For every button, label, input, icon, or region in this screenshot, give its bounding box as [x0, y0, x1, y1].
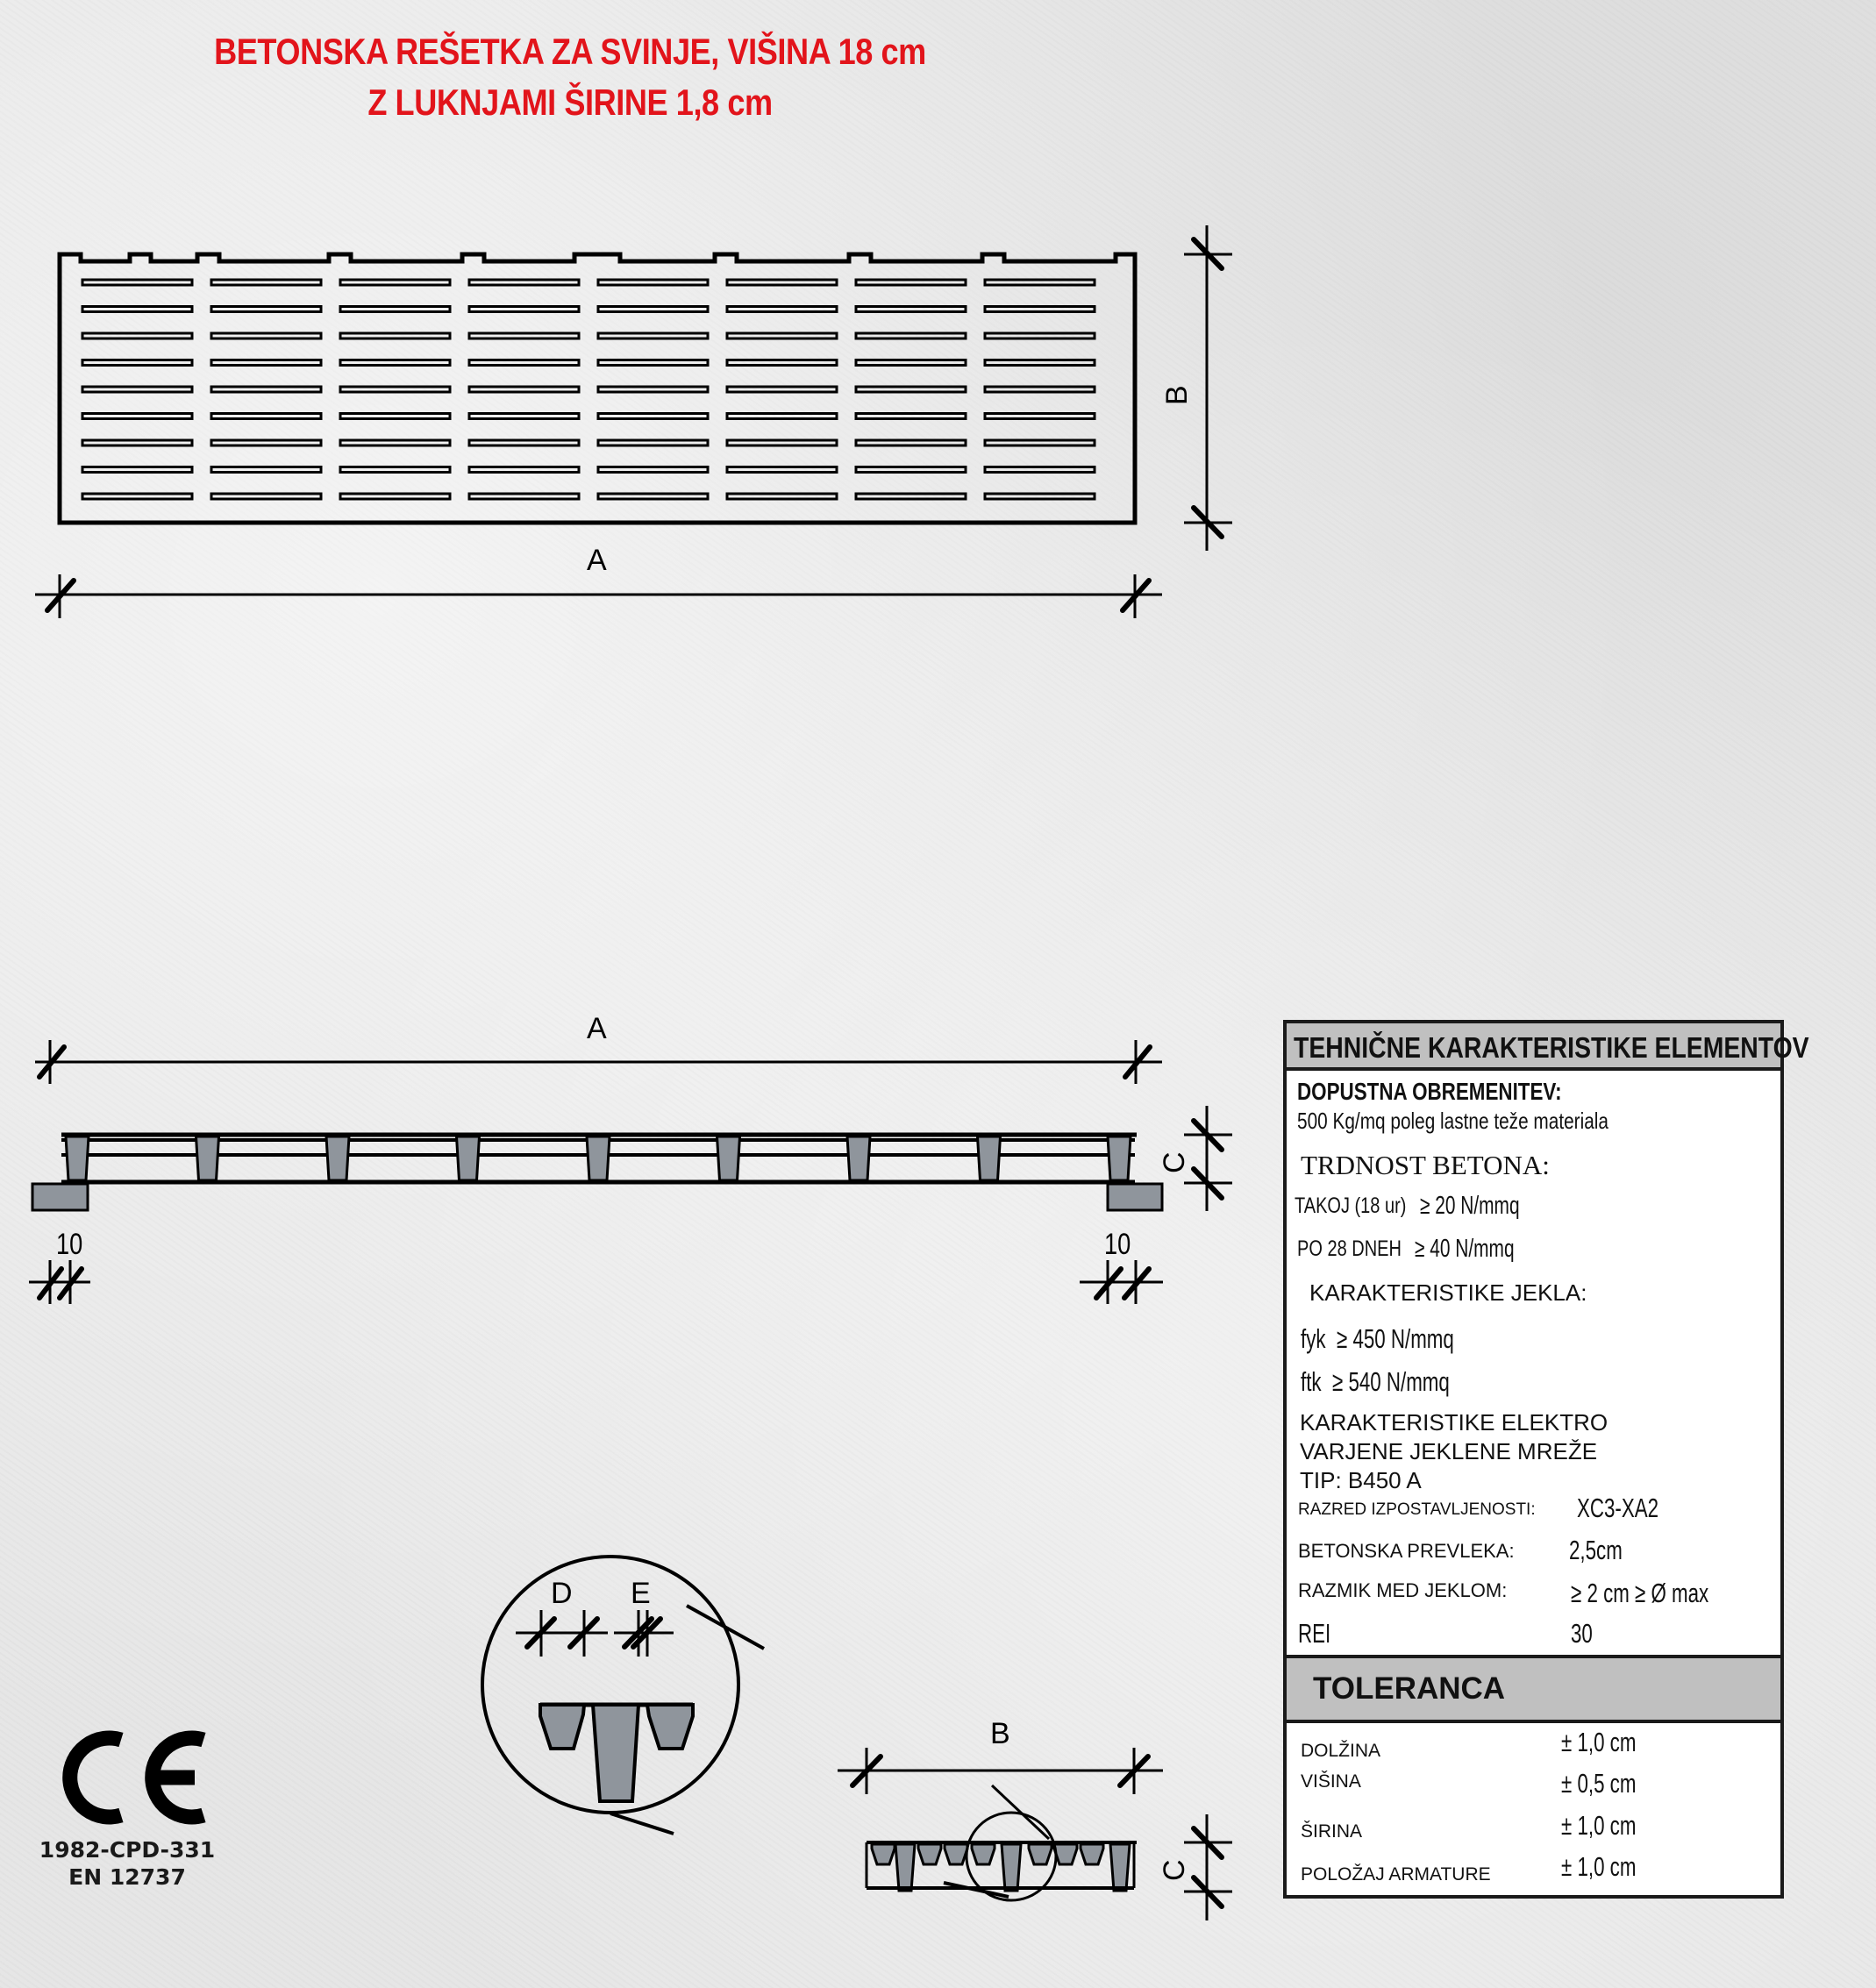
slot [598, 333, 708, 338]
slot [727, 467, 837, 473]
slot [727, 307, 837, 312]
rib [978, 1137, 1001, 1180]
slot [727, 280, 837, 285]
detail-rib-center [593, 1705, 638, 1801]
rib [457, 1137, 480, 1180]
support-left [32, 1184, 88, 1210]
slot [211, 467, 321, 473]
section-rib-group [872, 1844, 1130, 1891]
mesh-line-3: TIP: B450 A [1300, 1467, 1422, 1493]
prop-label: BETONSKA PREVLEKA: [1298, 1540, 1515, 1562]
dimension-10-right [1080, 1260, 1163, 1304]
prop-label: RAZRED IZPOSTAVLJENOSTI: [1298, 1500, 1536, 1519]
slot [598, 387, 708, 392]
detail-circle [482, 1557, 764, 1834]
section-rib [1029, 1844, 1052, 1864]
detail-d-label: D [551, 1577, 573, 1610]
top-view [60, 254, 1135, 523]
rib [1108, 1137, 1131, 1180]
concrete-row-label: PO 28 DNEH [1297, 1236, 1402, 1261]
slot [985, 387, 1095, 392]
slot [727, 360, 837, 366]
slot [856, 494, 966, 499]
section-rib [895, 1844, 915, 1891]
dimension-c-section [1184, 1814, 1232, 1920]
slot [985, 360, 1095, 366]
slot [598, 280, 708, 285]
tolerance-label: POLOŽAJ ARMATURE [1301, 1864, 1491, 1885]
prop-value: 2,5cm [1569, 1535, 1623, 1565]
slot [469, 440, 579, 445]
slot [469, 307, 579, 312]
dim-a-side-label: A [587, 1012, 607, 1045]
rib [587, 1137, 610, 1180]
slot [211, 360, 321, 366]
prop-label: REI [1298, 1618, 1331, 1649]
slot [340, 467, 450, 473]
tolerance-value: ± 1,0 cm [1561, 1851, 1637, 1882]
prop-value: XC3-XA2 [1577, 1493, 1659, 1523]
support-right [1108, 1184, 1162, 1210]
load-value: 500 Kg/mq poleg lastne teže materiala [1297, 1108, 1609, 1134]
tolerance-label: VIŠINA [1301, 1771, 1361, 1792]
side-view [32, 1135, 1162, 1210]
steel-row-label: fyk [1301, 1323, 1326, 1354]
title-line-1: BETONSKA REŠETKA ZA SVINJE, VIŠINA 18 cm [214, 31, 926, 72]
tolerance-title: TOLERANCA [1313, 1671, 1506, 1706]
slot [727, 387, 837, 392]
tolerance-label: ŠIRINA [1301, 1821, 1363, 1842]
spec-table-title: TEHNIČNE KARAKTERISTIKE ELEMENTOV [1294, 1031, 1809, 1064]
slot [469, 414, 579, 419]
slot [82, 333, 192, 338]
section-rib [1002, 1844, 1021, 1891]
slot [82, 387, 192, 392]
slot [340, 307, 450, 312]
slot [340, 280, 450, 285]
rib [717, 1137, 740, 1180]
concrete-row-value: ≥ 20 N/mmq [1420, 1192, 1520, 1220]
section-rib [1110, 1844, 1130, 1891]
slot [727, 414, 837, 419]
dim-b-top-label: B [1160, 385, 1194, 405]
section-rib [945, 1844, 967, 1864]
slot [340, 414, 450, 419]
dimension-a-side [35, 1040, 1162, 1084]
dimension-10-left [29, 1260, 90, 1304]
section-rib [1081, 1844, 1103, 1864]
dim-c-section-label: C [1158, 1859, 1191, 1881]
slot [985, 494, 1095, 499]
slot [985, 467, 1095, 473]
prop-value: 30 [1571, 1618, 1593, 1649]
slot [82, 414, 192, 419]
rib [66, 1137, 89, 1180]
slot [340, 440, 450, 445]
support-right-label: 10 [1104, 1228, 1131, 1261]
cross-section [867, 1785, 1137, 1900]
tolerance-value: ± 1,0 cm [1561, 1727, 1637, 1757]
slot [469, 494, 579, 499]
tolerance-label: DOLŽINA [1301, 1741, 1381, 1761]
concrete-row-label: TAKOJ (18 ur) [1295, 1194, 1407, 1218]
slot [82, 494, 192, 499]
title-line-2: Z LUKNJAMI ŠIRINE 1,8 cm [367, 82, 773, 123]
concrete-title: TRDNOST BETONA: [1301, 1150, 1550, 1180]
slot [469, 280, 579, 285]
slot [211, 387, 321, 392]
mesh-line-1: KARAKTERISTIKE ELEKTRO [1300, 1409, 1609, 1436]
ce-mark-icon [70, 1738, 203, 1817]
detail-e-label: E [631, 1577, 651, 1610]
slot [211, 494, 321, 499]
slot [727, 333, 837, 338]
spec-table-header [1287, 1023, 1809, 1071]
slot [211, 307, 321, 312]
slot [856, 333, 966, 338]
detail-rib-right [647, 1705, 693, 1749]
slot [985, 333, 1095, 338]
steel-row-value: ≥ 450 N/mmq [1337, 1323, 1454, 1354]
slot [985, 440, 1095, 445]
slot [82, 360, 192, 366]
dim-a-top-label: A [587, 544, 607, 577]
steel-title: KARAKTERISTIKE JEKLA: [1309, 1279, 1587, 1306]
steel-row-value: ≥ 540 N/mmq [1332, 1366, 1450, 1397]
slot [727, 494, 837, 499]
slot [727, 440, 837, 445]
mesh-line-2: VARJENE JEKLENE MREŽE [1300, 1438, 1598, 1464]
slot [598, 360, 708, 366]
slot [82, 280, 192, 285]
rib-group [66, 1137, 1131, 1180]
section-rib [1054, 1844, 1077, 1864]
dim-c-side-label: C [1158, 1151, 1191, 1173]
slot [985, 307, 1095, 312]
slot [469, 387, 579, 392]
slot [469, 333, 579, 338]
section-rib [918, 1844, 941, 1864]
slot [856, 360, 966, 366]
ce-code: 1982-CPD-331 [39, 1837, 216, 1863]
slot [82, 440, 192, 445]
dimension-a-top [35, 574, 1162, 618]
section-rib [872, 1844, 895, 1864]
dimension-b-section [838, 1748, 1163, 1794]
support-left-label: 10 [56, 1228, 83, 1261]
slot [211, 280, 321, 285]
slot [856, 467, 966, 473]
dimension-c-side [1184, 1106, 1232, 1211]
tolerance-value: ± 0,5 cm [1561, 1768, 1637, 1799]
slot [856, 440, 966, 445]
concrete-row-value: ≥ 40 N/mmq [1415, 1235, 1515, 1263]
slot [856, 307, 966, 312]
slot [985, 414, 1095, 419]
tolerance-header [1287, 1655, 1780, 1723]
slot [469, 467, 579, 473]
slot [211, 440, 321, 445]
dim-b-section-label: B [990, 1717, 1010, 1750]
slot [340, 494, 450, 499]
slot [82, 467, 192, 473]
slot [856, 280, 966, 285]
slot-grid [82, 280, 1095, 499]
slot [985, 280, 1095, 285]
slot [856, 387, 966, 392]
slot [598, 494, 708, 499]
prop-value: ≥ 2 cm ≥ Ø max [1571, 1578, 1709, 1608]
slot [340, 387, 450, 392]
ce-standard: EN 12737 [68, 1864, 186, 1890]
rib [847, 1137, 870, 1180]
section-rib [972, 1844, 995, 1864]
slot [598, 467, 708, 473]
rib [196, 1137, 219, 1180]
slot [340, 333, 450, 338]
slot [598, 440, 708, 445]
rib [326, 1137, 349, 1180]
steel-row-label: ftk [1301, 1366, 1322, 1397]
spec-table [1283, 1020, 1809, 1899]
tolerance-value: ± 1,0 cm [1561, 1810, 1637, 1841]
slot [82, 307, 192, 312]
load-title: DOPUSTNA OBREMENITEV: [1297, 1078, 1562, 1105]
detail-rib-left [540, 1705, 584, 1749]
slot [598, 414, 708, 419]
prop-label: RAZMIK MED JEKLOM: [1298, 1579, 1508, 1601]
slot [211, 333, 321, 338]
slot [340, 360, 450, 366]
slot [856, 414, 966, 419]
slot [598, 307, 708, 312]
slot [211, 414, 321, 419]
slot [469, 360, 579, 366]
